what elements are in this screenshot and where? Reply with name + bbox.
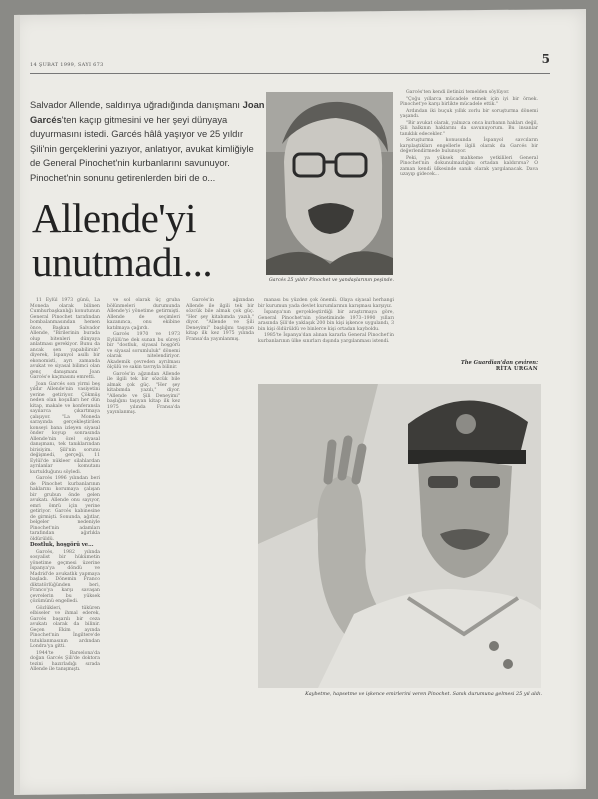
subheading: Dostluk, hoşgörü ve... [30,542,94,548]
col5-paragraph: Peki, ya yüksek mahkeme yetkilileri General Pinochet'nin dokunulmazlığını ortadan kaldırırsa? O zaman kendi ülkesinde sanık olarak yargılanacak. Dava uzayıp gidecek... [400,155,538,177]
credit-label: The Guardian'dan çeviren: [460,360,538,366]
photo-caption-garces: Garcés 25 yıldır Pinochet ve yandaşlarının peşinde. [268,278,394,283]
col5-paragraph: Garcés'ten kendi iletinizi temelden söylüyor. [406,90,510,95]
photo-pinochet [258,384,541,688]
page-fold [14,15,20,795]
intro-part-2: 'ten kaçıp gitmesini ve her şeyi dünyaya duyurmasını istedi. Garcés hâlâ yaşıyor ve 25 yıldır Şili'nin gerçeklerini yazıyor, anlatıyor, avukat kimliğiyle de General Pinochet'nin kurbanlarını savunuyor. Pinochet'nin sonunu getirenlerden biri de o... [30,113,254,183]
page-header [30,52,550,72]
col1-paragraph: Joan Garcés son yirmi beş yıldır Allende'nin vasiyetini yerine getiriyor. Çökmüş neden olan koşulları her dün kitap, makale ve konferansla sayılarca çıkartmaya çalışıyor. "La Moneda sarayında gerçekleştirilen konseyi bana izleyen siyasal önder koyup sonrasında Allende'nin özel siyasal danışmanı, tek tanıklarından birisiyim. Şili'nin sorunu değişmedi, gerçeği, 11 Eylül'de nükleer silahlardan ayrılanlar komutanı kurtulduğunu söyledi. [30,381,100,475]
page-number: 5 [541,52,550,66]
col3-paragraph: Garcés'in ağzından Allende ile ilgili tek bir sözcük bile almak çok güç. "Her şey kitabımda yazılı," diyor. "Allende ve Şili Deneyimi" başlığını taşıyan kitap ilk kez 1975 yılında Fransa'da yayınlanmış. [186,298,254,342]
article-column-2 [107,298,180,417]
col1-paragraph: Gözlükleri, tüküren elbiseler ve ihmal ederek, Garcés başarılı bir ceza avukatı olarak da bilinir. Geçen Ekim ayında Pinochet'nin İngiltere'de tutuklanmasının ardından Londra'ya gitti. [30,605,100,649]
photo-joan-garces [266,92,393,275]
col1-paragraph: Garcés, 1982 yılında sosyalist bir hükümetin yönetime geçmesi üzerine İspanya'ya döndü ve Madrid'de avukatlık yapmaya başladı. Dönemin Franco diktatörlüğünden beri, Franco'ya karşı savaşan çevrelerin bu yüksek çözümünü engelledi. [30,549,100,604]
col4-paragraph: manası bu yüzden çok önemli. Olaya siyasal herhangi bir kurumun yada devlet kurumlarının karışması karşıyız. [258,298,394,309]
intro-name: Joan Garcés [30,99,265,125]
garces-portrait-illustration [266,92,393,275]
intro-part-1: Salvador Allende, saldırıya uğradığında danışmanı [30,99,243,110]
translation-credit [400,360,538,372]
col2-paragraph: Garcés 1970 ve 1973 Eylülü'ne dek sunan bu süreyi bir "dostluk, siyasal hoşgörü ve siyasal sorumluluk" dönemi olarak nitelendiriyor. Akademik çevreden ayrılması ölçülü ve sakin tavrıyla bilinir. [107,332,180,370]
col2-paragraph: Garcés'in ağzından Allende ile ilgili tek bir sözcük bile almak çok güç. "Her şey kitabımda yazılı," diyor. "Allende ve Şili Deneyimi" başlığını taşıyan kitap ilk kez 1975 yılında Fransa'da yayınlanmış. [107,371,180,415]
col4-paragraph: İspanya'nın gerçekleştirdiği bir araştırmaya göre, General Pinochet'nin yönetiminde 1973–1990 yılları arasında Şili'de yaklaşık 200 bin kişi işkence uygulandı, 3 bin kişi öldürüldü ve binlerce kişi ortadan kayboldu. [258,310,394,332]
article-column-1 [30,298,100,674]
col5-paragraph: "Bir avukat olarak, yalnızca onca kurbanın hakları değil, Şili halkının haklarını da savunuyorum. Bu insanlar tanıklık edecekler." [400,120,538,137]
col5-paragraph: "Çoğu yıllarca mücadele etmek için iyi bir örnek. Pinochet'ye karşı birlikte mücadele ettik." [400,96,538,107]
pinochet-portrait-illustration [258,384,541,688]
headline-line-1: Allende'yi [32,195,197,241]
issue-date: 14 ŞUBAT 1999, SAYI 673 [30,62,104,68]
headline [32,196,272,284]
col4-paragraph: 1985'te İspanya'dan alınan kararla General Pinochet'in kurbanlarının ülke sınırları dışında yargılanması istendi. [258,333,394,344]
intro-paragraph [30,98,265,186]
col5-paragraph: Ardından iki buçuk yıllık zorlu bir soruşturma dönemi yaşandı. [400,108,538,119]
col2-paragraph: ve sol olarak üç gruba bölünmeleri durumunda Allende'yi yönetime getirmişti. Allende de seçimleri kazanınca, onu ekibine katılmaya çağırdı. [107,298,180,331]
header-rule [30,73,550,74]
col1-paragraph: Garcés 1996 yılından beri de Pinochet kurbanlarının haklarını korumaya çalışan bir grubun önde gelen avukatı. Allende onu sayıyor, emri ömrü için yerine getiriyor. Garcés kabinesine de girmişti. Sonunda, ağıtlar, belgeler nedeniyle Pinochet'nin adamları tarafından ağırlıkla öldürüldü. [30,476,100,542]
photo-caption-pinochet: Kaybetme, hapsetme ve işkence emirlerini veren Pinochet. Sanık durumuna gelmesi 25 yıl aldı. [305,691,542,697]
headline-line-2: unutmadı... [32,239,213,285]
col5-paragraph: Soruşturma konusunda İspanyol savcıların karşılaştıkları engellerle ilgili olarak da Garcés bir değerlendirmede bulunuyor. [400,138,538,154]
article-column-4 [258,298,394,345]
article-column-3 [186,298,254,343]
translator-name: RİTA URGAN [495,366,538,372]
article-column-5 [400,90,538,179]
col1-paragraph: 11 Eylül 1973 günü, La Moneda olarak bilinen Cumhurbaşkanlığı konutunun General Pinochet tarafından bombalanmasından hemen önce, Başkan Salvador Allende, "Birilerinin burada olup bitenleri dünyaya anlatması gerekiyor. Bunu da ancak sen yapabilirsin" diyerek, İspanyol asıllı bir ekonomisti, ayrı zamanda avukat ve siyasal bilimci olan genç danışmanı Joan Garcés'e kaçmasını emretti. [30,298,100,380]
col1-paragraph: 1944'te Barselona'da doğan Garcés Şili'de doktora tezini hazırladığı sırada Allende ile tanışmıştı. [30,650,100,672]
